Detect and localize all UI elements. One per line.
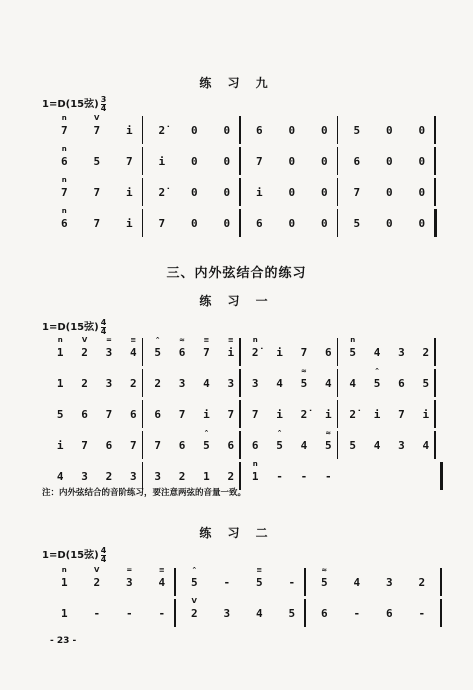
note: 5 [373,377,381,390]
note: 1 [56,346,64,359]
note: 7 [251,408,259,421]
barline [337,116,339,144]
note: 6 [154,408,161,421]
note: 7 [60,186,68,199]
bowing-mark: V [94,114,100,122]
note: 4 [353,576,361,589]
note: 3 [385,576,393,589]
barline [174,568,176,596]
barline [337,400,339,428]
note: 3 [227,377,235,390]
bowing-mark: ≈ [301,367,307,375]
note: 0 [418,124,426,137]
note: i [56,439,64,452]
note: i [276,408,283,421]
note: 5 [325,439,332,452]
exercise-title: 练 习 九 [199,76,274,90]
barline [142,147,144,175]
note: 2̇ [251,346,259,359]
barline [142,400,144,428]
note: 3 [105,377,113,390]
note: 3 [251,377,259,390]
barline [337,209,339,237]
note: 3 [130,470,137,483]
staff-row [0,209,473,237]
note: i [373,408,381,421]
note: 5 [353,217,361,230]
note: 0 [418,186,426,199]
bowing-mark: ≡ [158,566,165,574]
barline [337,338,339,366]
note: 0 [320,155,328,168]
note: 5 [190,576,198,589]
bowing-mark: ⌃ [203,429,210,437]
barline [239,178,241,206]
note: 3 [81,470,88,483]
note: 2 [81,346,88,359]
note: 4 [349,377,356,390]
note: 2 [105,470,113,483]
bowing-mark: ≈ [325,429,332,437]
bowing-mark: = [126,566,133,574]
note: 2 [227,470,235,483]
bowing-mark: n [350,336,356,344]
bowing-mark: ⌃ [154,336,161,344]
time-denominator: 4 [100,103,107,113]
note: 7 [125,155,133,168]
barline [434,369,436,397]
bowing-mark: ≡ [256,566,263,574]
note: 6 [60,217,68,230]
bowing-mark: n [61,114,67,122]
note: 2 [178,470,186,483]
note: 3 [223,607,231,620]
note: 2̇ [300,408,308,421]
barline [239,147,241,175]
note: 0 [190,124,198,137]
bowing-mark: ⌃ [276,429,283,437]
barline [434,431,436,459]
barline [337,431,339,459]
staff-row [0,369,473,397]
note: - [125,607,133,620]
note: - [418,607,426,620]
staff-row [0,338,473,366]
note: 0 [190,155,198,168]
barline [142,431,144,459]
note: i [276,346,283,359]
note: 5 [353,124,361,137]
note: 0 [418,155,426,168]
key-signature [42,318,106,336]
note: - [223,576,231,589]
staff-row [0,116,473,144]
barline [142,209,144,237]
note: 2̇ [349,408,356,421]
bowing-mark: ⌃ [191,566,198,574]
barline [434,147,436,175]
note: 4 [130,346,137,359]
note: 6 [81,408,88,421]
note: 0 [385,217,393,230]
barline [337,178,339,206]
note: 5 [320,576,328,589]
note: 1 [251,470,259,483]
time-numerator: 3 [100,94,107,104]
note: 1 [60,607,68,620]
note: 4 [325,377,332,390]
barline [239,431,241,459]
bowing-mark: n [57,336,63,344]
note: 5 [349,346,356,359]
time-signature [101,96,107,113]
note: 7 [353,186,361,199]
barline [239,338,241,366]
note: 6 [255,124,263,137]
note: - [158,607,166,620]
bowing-mark: ≡ [130,336,137,344]
barline [239,400,241,428]
barline [239,369,241,397]
note: 4 [203,377,210,390]
time-numerator: 4 [100,317,107,327]
note: 0 [223,124,231,137]
note: 7 [60,124,68,137]
note: - [288,576,296,589]
note: 2 [130,377,137,390]
note: 0 [320,186,328,199]
note: 3 [125,576,133,589]
note: 3 [398,346,405,359]
staff-row [0,568,473,596]
note: 7 [158,217,166,230]
note: 4 [276,377,283,390]
barline [239,209,241,237]
note: 6 [320,607,328,620]
note: 1 [60,576,68,589]
note: 0 [418,217,426,230]
key-signature [42,546,106,564]
final-barline [434,209,437,237]
note: 0 [223,186,231,199]
note: 4 [300,439,308,452]
key-text: 1=D(15弦) [42,550,99,561]
bowing-mark: n [61,566,67,574]
note: 0 [223,155,231,168]
note: 3 [398,439,405,452]
note: 0 [288,124,296,137]
bowing-mark: ≡ [203,336,210,344]
note: 6 [60,155,68,168]
staff-row [0,599,473,627]
section-title: 三、内外弦结合的练习 [166,266,307,281]
note: i [203,408,210,421]
staff-row [0,431,473,459]
note: 3 [178,377,186,390]
note: 6 [105,439,113,452]
bowing-mark: ⌃ [374,367,380,375]
exercise-title: 练 习 一 [199,294,274,308]
key-signature [42,95,106,113]
note: 7 [203,346,210,359]
note: 3 [154,470,161,483]
note: 6 [130,408,137,421]
note: i [125,186,133,199]
note: 6 [255,217,263,230]
note: 2̇ [158,186,166,199]
time-denominator: 4 [100,326,107,336]
note: i [125,124,133,137]
note: i [125,217,133,230]
note: 0 [385,186,393,199]
bowing-mark: ≈ [321,566,328,574]
staff-row [0,178,473,206]
note: i [158,155,166,168]
note: 6 [227,439,235,452]
final-barline [440,462,443,490]
note: 6 [398,377,405,390]
note: 1 [203,470,210,483]
footnote: 注：内外弦结合的音阶练习，要注意两弦的音量一致。 [42,488,247,498]
note: 7 [105,408,113,421]
staff-row [0,400,473,428]
note: 5 [300,377,308,390]
note: 5 [349,439,356,452]
barline [142,369,144,397]
note: 0 [320,124,328,137]
barline [434,116,436,144]
note: 0 [190,217,198,230]
time-denominator: 4 [100,554,107,564]
note: 7 [93,186,101,199]
note: - [93,607,101,620]
note: 0 [288,155,296,168]
note: - [276,470,283,483]
note: 0 [320,217,328,230]
note: 4 [56,470,64,483]
note: 2 [81,377,88,390]
exercise-title: 练 习 二 [199,526,274,540]
bowing-mark: ≈ [179,336,185,344]
note: 4 [373,439,381,452]
note: 1 [56,377,64,390]
note: 4 [422,439,430,452]
note: 2̇ [158,124,166,137]
note: 7 [130,439,137,452]
note: 3 [105,346,113,359]
note: 5 [255,576,263,589]
bowing-mark: n [61,207,67,215]
note: i [227,346,235,359]
note: 7 [93,217,101,230]
note: 2 [418,576,426,589]
note: 5 [203,439,210,452]
note: 7 [81,439,88,452]
note: 4 [373,346,381,359]
bowing-mark: n [61,176,67,184]
barline [440,599,442,627]
note: 2 [190,607,198,620]
note: - [325,470,332,483]
note: i [422,408,430,421]
note: 7 [178,408,186,421]
note: 0 [223,217,231,230]
note: 5 [93,155,101,168]
note: 6 [385,607,393,620]
note: 6 [353,155,361,168]
note: 4 [158,576,166,589]
barline [142,116,144,144]
note: 2 [154,377,161,390]
note: 7 [154,439,161,452]
note: 6 [251,439,259,452]
note: 6 [178,346,186,359]
staff-row [0,147,473,175]
bowing-mark: ≡ [227,336,234,344]
note: 2 [93,576,101,589]
note: i [255,186,263,199]
barline [239,116,241,144]
note: 0 [288,217,296,230]
note: 4 [255,607,263,620]
time-numerator: 4 [100,545,107,555]
note: 2 [422,346,430,359]
note: 0 [385,124,393,137]
note: 7 [255,155,263,168]
time-signature [101,547,107,564]
bowing-mark: V [94,566,100,574]
note: 7 [227,408,235,421]
note: 0 [288,186,296,199]
note: 6 [325,346,332,359]
note: 0 [190,186,198,199]
barline [174,599,176,627]
bowing-mark: V [81,336,88,344]
note: 0 [385,155,393,168]
note: 5 [56,408,64,421]
note: 7 [93,124,101,137]
barline [434,178,436,206]
barline [142,338,144,366]
key-text: 1=D(15弦) [42,322,99,333]
note: 6 [178,439,186,452]
barline [304,599,306,627]
note: 7 [398,408,405,421]
barline [434,338,436,366]
page-number: - 23 - [50,636,77,646]
note: 5 [154,346,161,359]
bowing-mark: n [252,460,258,468]
bowing-mark: n [61,145,67,153]
bowing-mark: = [106,336,112,344]
note: - [353,607,361,620]
bowing-mark: n [252,336,258,344]
barline [337,369,339,397]
barline [304,568,306,596]
barline [337,147,339,175]
bowing-mark: V [191,597,197,605]
key-text: 1=D(15弦) [42,99,99,110]
note: 5 [276,439,283,452]
barline [440,568,442,596]
note: 5 [288,607,296,620]
note: 5 [422,377,430,390]
note: i [325,408,332,421]
note: 7 [300,346,308,359]
time-signature [101,319,107,336]
note: - [300,470,308,483]
barline [434,400,436,428]
barline [142,178,144,206]
